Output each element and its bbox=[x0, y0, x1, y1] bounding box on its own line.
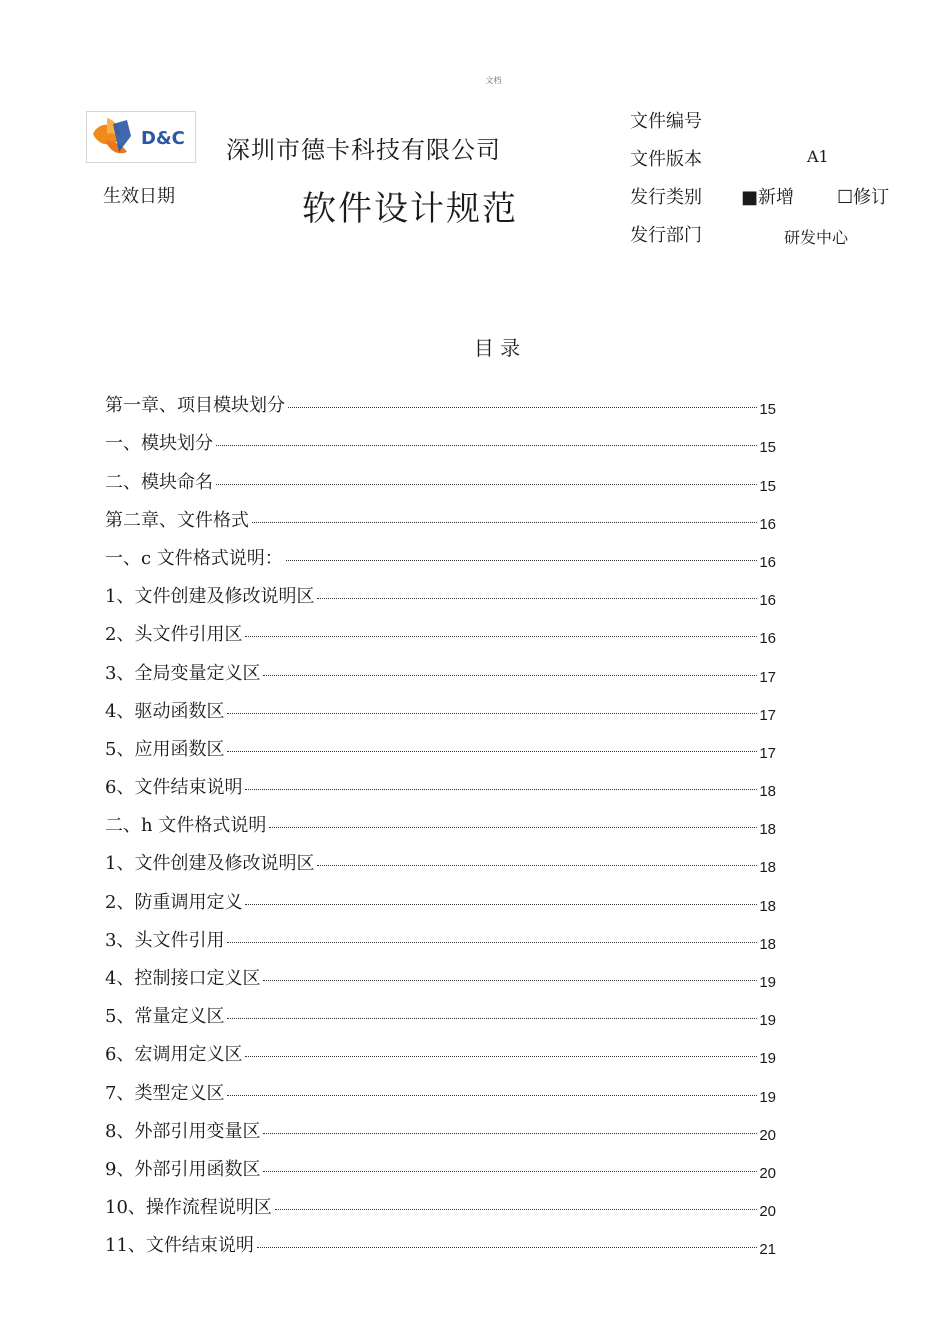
toc-entry[interactable] bbox=[105, 533, 776, 571]
toc-entry-label: 2、头文件引用区 bbox=[105, 624, 243, 646]
toc-leader-dots bbox=[227, 751, 757, 752]
toc-entry[interactable] bbox=[105, 495, 776, 533]
toc-entry[interactable] bbox=[105, 647, 776, 685]
toc-leader-dots bbox=[286, 560, 758, 561]
toc-entry-page: 18 bbox=[759, 897, 776, 915]
toc-leader-dots bbox=[288, 407, 757, 408]
toc-entry[interactable] bbox=[105, 1182, 776, 1220]
toc-entry-page: 20 bbox=[759, 1164, 776, 1182]
toc-entry-page: 18 bbox=[759, 859, 776, 877]
toc-entry-label: 7、类型定义区 bbox=[105, 1082, 225, 1104]
toc-entry[interactable] bbox=[105, 571, 776, 609]
toc-entry-label: 1、文件创建及修改说明区 bbox=[105, 586, 315, 608]
toc-entry[interactable] bbox=[105, 1144, 776, 1182]
toc-entry-page: 17 bbox=[759, 668, 776, 686]
toc-entry-label: 9、外部引用函数区 bbox=[105, 1158, 261, 1180]
company-name: 深圳市德卡科技有限公司 bbox=[226, 136, 501, 164]
toc-entry[interactable] bbox=[105, 1067, 776, 1105]
toc-entry-label: 6、宏调用定义区 bbox=[105, 1044, 243, 1066]
toc-entry-page: 21 bbox=[759, 1241, 776, 1259]
toc-entry-page: 19 bbox=[759, 1050, 776, 1068]
toc-entry-label: 4、控制接口定义区 bbox=[105, 968, 261, 989]
toc-entry[interactable] bbox=[105, 724, 776, 762]
toc-entry-label: 5、常量定义区 bbox=[105, 1006, 225, 1028]
toc-entry-page: 16 bbox=[759, 515, 776, 533]
logo-text: D&C bbox=[141, 128, 185, 149]
toc-leader-dots bbox=[275, 1209, 757, 1210]
toc-entry-page: 15 bbox=[759, 401, 776, 419]
toc-leader-dots bbox=[317, 865, 757, 866]
toc-leader-dots bbox=[216, 484, 757, 485]
toc-leader-dots bbox=[252, 522, 757, 523]
toc-entry-page: 15 bbox=[759, 439, 776, 457]
release-type-label: 发行类别 bbox=[630, 187, 702, 208]
toc-entry[interactable] bbox=[105, 418, 776, 456]
toc-entry[interactable] bbox=[105, 456, 776, 494]
effective-date-label: 生效日期 bbox=[103, 186, 175, 207]
toc-entry[interactable] bbox=[105, 991, 776, 1029]
toc-entry-label: 10、操作流程说明区 bbox=[105, 1197, 272, 1219]
toc-entry[interactable] bbox=[105, 686, 776, 724]
toc-entry-label: 二、模块命名 bbox=[105, 471, 213, 493]
toc-entry-label: 3、全局变量定义区 bbox=[105, 662, 261, 684]
toc-entry-label: 2、防重调用定义 bbox=[105, 891, 243, 913]
toc-entry-label: 4、驱动函数区 bbox=[105, 700, 225, 722]
toc-entry[interactable] bbox=[105, 1220, 776, 1258]
toc-entry-label: 1、文件创建及修改说明区 bbox=[105, 853, 315, 875]
watermark-text: 文档 bbox=[485, 76, 502, 85]
toc-entry[interactable] bbox=[105, 1106, 776, 1144]
toc-leader-dots bbox=[269, 827, 757, 828]
toc-leader-dots bbox=[245, 904, 757, 905]
toc-leader-dots bbox=[227, 713, 757, 714]
toc-entry[interactable] bbox=[105, 876, 776, 914]
toc-leader-dots bbox=[227, 1095, 757, 1096]
toc-entry[interactable] bbox=[105, 953, 776, 991]
toc-entry[interactable] bbox=[105, 915, 776, 953]
toc-entry-page: 18 bbox=[759, 821, 776, 839]
document-title: 软件设计规范 bbox=[302, 189, 518, 229]
company-logo bbox=[86, 111, 196, 163]
toc-entry-page: 19 bbox=[759, 974, 776, 991]
toc-leader-dots bbox=[245, 789, 757, 790]
doc-number-label: 文件编号 bbox=[630, 111, 702, 132]
toc-entry-page: 15 bbox=[759, 477, 776, 495]
toc-entry[interactable] bbox=[105, 1029, 776, 1067]
toc-entry[interactable] bbox=[105, 762, 776, 800]
toc-leader-dots bbox=[216, 445, 757, 446]
table-of-contents bbox=[105, 380, 776, 1258]
toc-entry-page: 19 bbox=[759, 1012, 776, 1030]
toc-entry-page: 18 bbox=[759, 935, 776, 953]
toc-entry[interactable] bbox=[105, 838, 776, 876]
toc-entry-page: 17 bbox=[759, 706, 776, 724]
toc-entry-label: 一、c 文件格式说明： bbox=[105, 547, 283, 569]
toc-leader-dots bbox=[263, 1171, 757, 1172]
toc-entry-label: 5、应用函数区 bbox=[105, 738, 225, 760]
toc-entry-page: 16 bbox=[759, 630, 776, 648]
toc-entry[interactable] bbox=[105, 800, 776, 838]
logo-mark-icon bbox=[87, 112, 195, 162]
toc-entry-label: 11、文件结束说明 bbox=[105, 1235, 254, 1257]
toc-leader-dots bbox=[245, 636, 757, 637]
toc-entry-label: 一、模块划分 bbox=[105, 433, 213, 455]
toc-leader-dots bbox=[263, 1133, 757, 1134]
toc-leader-dots bbox=[263, 980, 757, 981]
toc-entry-page: 18 bbox=[759, 783, 776, 801]
toc-leader-dots bbox=[245, 1056, 757, 1057]
toc-leader-dots bbox=[227, 1018, 757, 1019]
toc-entry-label: 第一章、项目模块划分 bbox=[105, 395, 285, 417]
toc-entry-label: 6、文件结束说明 bbox=[105, 777, 243, 799]
release-type-new-checkbox: ■新增 bbox=[741, 187, 795, 208]
toc-leader-dots bbox=[317, 598, 757, 599]
toc-leader-dots bbox=[227, 942, 757, 943]
toc-entry-page: 19 bbox=[759, 1088, 776, 1106]
toc-entry[interactable] bbox=[105, 609, 776, 647]
version-value: A1 bbox=[807, 147, 829, 166]
toc-entry-page: 16 bbox=[759, 592, 776, 610]
toc-entry[interactable] bbox=[105, 380, 776, 418]
toc-entry-page: 16 bbox=[759, 553, 776, 571]
toc-leader-dots bbox=[257, 1247, 757, 1248]
department-value: 研发中心 bbox=[784, 228, 849, 247]
department-label: 发行部门 bbox=[630, 225, 702, 246]
release-type-revise-checkbox: ☐修订 bbox=[837, 187, 890, 208]
toc-entry-label: 二、h 文件格式说明 bbox=[105, 815, 267, 837]
toc-entry-label: 第二章、文件格式 bbox=[105, 509, 249, 531]
toc-leader-dots bbox=[263, 675, 757, 676]
toc-entry-label: 3、头文件引用 bbox=[105, 929, 225, 951]
toc-title: 目 录 bbox=[473, 336, 521, 360]
version-label: 文件版本 bbox=[630, 149, 702, 170]
toc-entry-label: 8、外部引用变量区 bbox=[105, 1120, 261, 1142]
toc-entry-page: 20 bbox=[759, 1126, 776, 1144]
toc-entry-page: 17 bbox=[759, 744, 776, 762]
toc-entry-page: 20 bbox=[759, 1203, 776, 1221]
